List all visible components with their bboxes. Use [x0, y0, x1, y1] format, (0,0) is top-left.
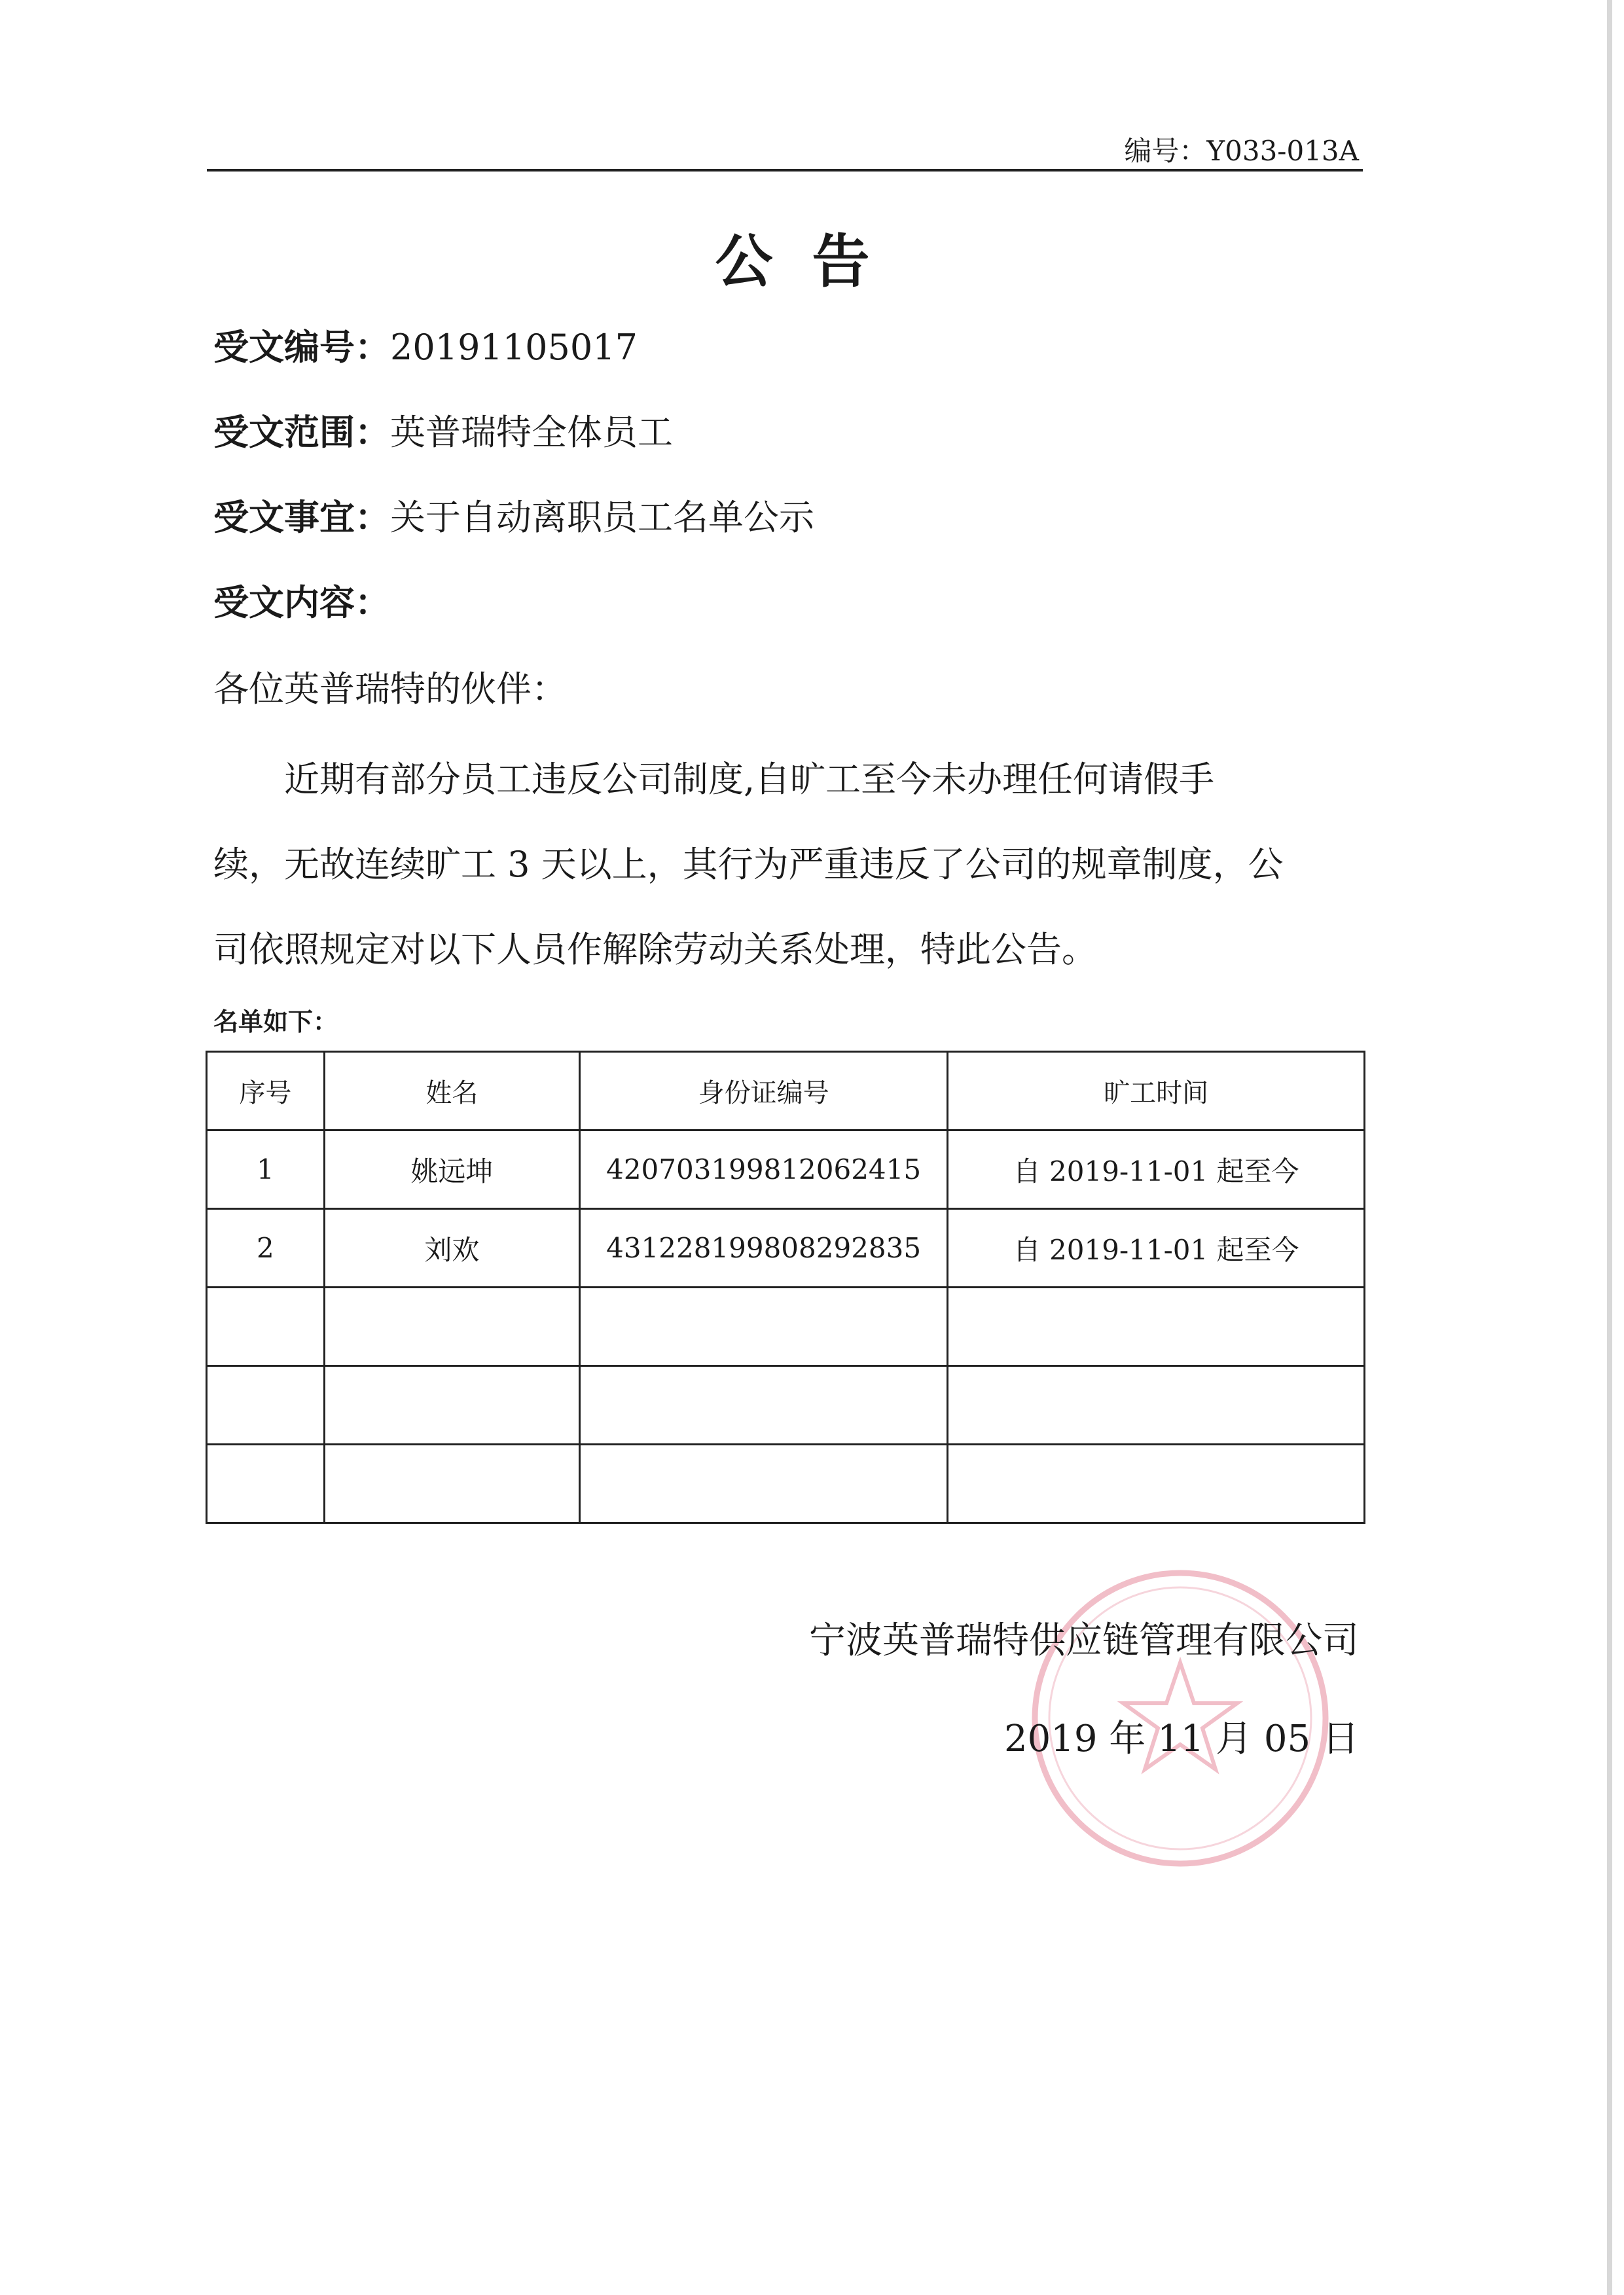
page-title: 公告 [715, 228, 909, 295]
table-header-row [207, 1052, 1365, 1130]
table-cell [207, 1288, 325, 1366]
table-cell [324, 1366, 579, 1445]
field-label: 受文内容： [213, 582, 390, 623]
field-document-number [213, 319, 638, 370]
document-number: 编号：Y033-013A [1124, 135, 1359, 167]
field-subject [213, 490, 814, 540]
table-row [207, 1288, 1365, 1366]
table-cell [579, 1366, 947, 1445]
field-scope [213, 405, 673, 455]
table-cell: 420703199812062415 [579, 1130, 947, 1209]
table-cell: 姚远坤 [324, 1130, 579, 1209]
employee-table [206, 1051, 1365, 1524]
table-row [207, 1366, 1365, 1445]
table-cell [579, 1445, 947, 1523]
table-cell: 自 2019-11-01 起至今 [948, 1130, 1365, 1209]
table-cell: 431228199808292835 [579, 1209, 947, 1288]
column-header: 序号 [207, 1052, 325, 1130]
body-line: 近期有部分员工违反公司制度,自旷工至今未办理任何请假手 [284, 759, 1215, 800]
scan-edge [1607, 0, 1612, 2295]
column-header: 身份证编号 [579, 1052, 947, 1130]
list-heading: 名单如下： [213, 1007, 338, 1036]
field-value: 英普瑞特全体员工 [390, 412, 673, 453]
field-label: 受文编号： [213, 327, 390, 368]
table-cell: 刘欢 [324, 1209, 579, 1288]
column-header: 旷工时间 [948, 1052, 1365, 1130]
table-cell: 2 [207, 1209, 325, 1288]
table-cell [207, 1366, 325, 1445]
field-value: 20191105017 [390, 327, 638, 368]
field-value: 关于自动离职员工名单公示 [390, 497, 814, 538]
signature-date: 2019 年 11 月 05 日 [1003, 1718, 1359, 1760]
header-rule [207, 169, 1363, 172]
table-row [207, 1209, 1365, 1288]
table-cell [579, 1288, 947, 1366]
table-cell [948, 1445, 1365, 1523]
field-label: 受文范围： [213, 412, 390, 453]
body-line: 续，无故连续旷工 3 天以上，其行为严重违反了公司的规章制度，公 [213, 844, 1284, 885]
salutation: 各位英普瑞特的伙伴： [213, 668, 567, 710]
body-line: 司依照规定对以下人员作解除劳动关系处理，特此公告。 [213, 929, 1097, 970]
table-row [207, 1130, 1365, 1209]
column-header: 姓名 [324, 1052, 579, 1130]
table-cell: 自 2019-11-01 起至今 [948, 1209, 1365, 1288]
signer-company: 宁波英普瑞特供应链管理有限公司 [809, 1619, 1359, 1662]
table-cell [207, 1445, 325, 1523]
table-row [207, 1445, 1365, 1523]
table-cell [948, 1366, 1365, 1445]
field-label: 受文事宜： [213, 497, 390, 538]
table-cell [948, 1288, 1365, 1366]
table-cell [324, 1288, 579, 1366]
table-cell: 1 [207, 1130, 325, 1209]
field-content [213, 575, 390, 625]
table-cell [324, 1445, 579, 1523]
